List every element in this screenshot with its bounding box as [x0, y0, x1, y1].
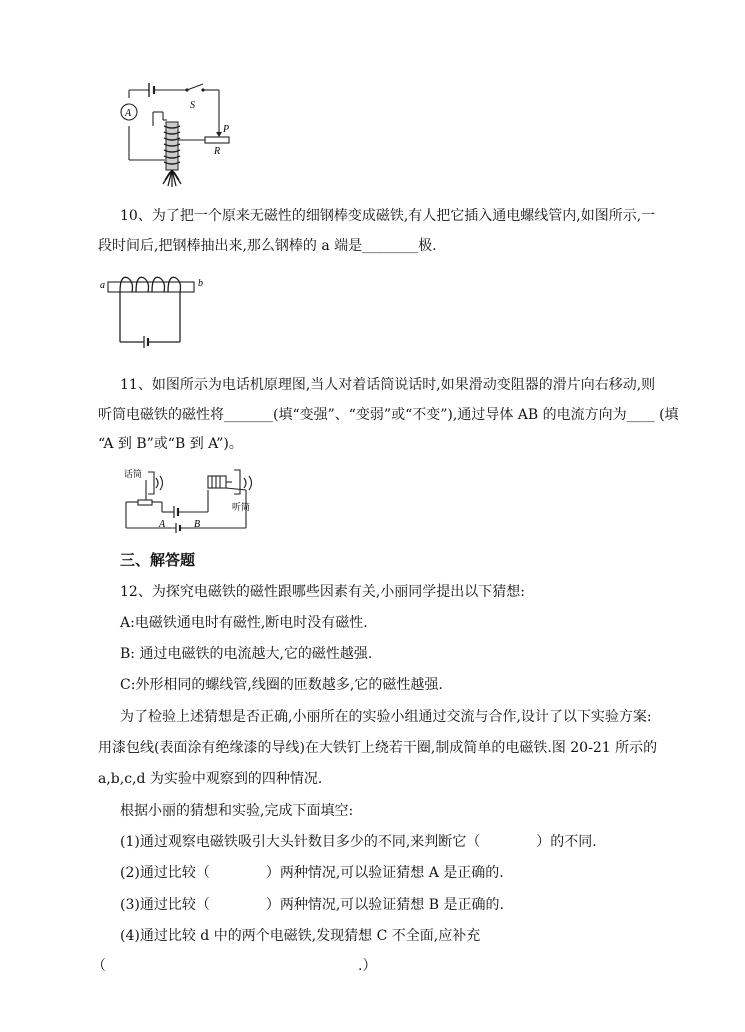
figure-electromagnet-circuit — [115, 80, 245, 190]
section-title: 三、解答题 — [120, 551, 196, 569]
q12-guess-a: A:电磁铁通电时有磁性,断电时没有磁性. — [120, 615, 368, 631]
q12-para1: 为了检验上述猜想是否正确,小丽所在的实验小组通过交流与合作,设计了以下实验方案: — [120, 709, 652, 725]
figure-telephone-circuit — [116, 466, 268, 538]
point-a-label: A — [159, 519, 166, 530]
rheostat-label: R — [214, 146, 221, 157]
q12-instruction: 根据小丽的猜想和实验,完成下面填空: — [120, 803, 354, 819]
q12-guess-b: B: 通过电磁铁的电流越大,它的磁性越强. — [120, 646, 373, 662]
q10-line1: 10、为了把一个原来无磁性的细钢棒变成磁铁,有人把它插入通电螺线管内,如图所示,一 — [120, 208, 656, 224]
q11-line1: 11、如图所示为电话机原理图,当人对着话筒说话时,如果滑动变阻器的滑片向右移动,则 — [120, 377, 656, 393]
q11-line3: “A 到 B”或“B 到 A”)。 — [98, 436, 243, 452]
q12-para3: a,b,c,d 为实验中观察到的四种情况. — [98, 771, 323, 787]
end-a-label: a — [100, 280, 105, 291]
receiver-label: 听筒 — [232, 503, 251, 513]
q11-line2: 听筒电磁铁的磁性将_______(填“变强”、“变弱”或“不变”),通过导体 AB 的电流方向为____ (填 — [98, 407, 679, 423]
q12-guess-c: C:外形相同的螺线管,线圈的匝数越多,它的磁性越强. — [120, 677, 443, 693]
figure-solenoid-rod — [98, 272, 218, 358]
point-b-label: B — [194, 519, 201, 530]
q12-item4: (4)通过比较 d 中的两个电磁铁,发现猜想 C 不全面,应补充 — [120, 928, 481, 944]
slider-label: P — [223, 124, 230, 135]
q12-intro: 12、为探究电磁铁的磁性跟哪些因素有关,小丽同学提出以下猜想: — [120, 584, 525, 600]
mic-label: 话筒 — [124, 470, 143, 480]
switch-label: S — [190, 100, 195, 111]
q12-item1: (1)通过观察电磁铁吸引大头针数目多少的不同,来判断它（ ）的不同. — [120, 834, 597, 850]
end-b-label: b — [198, 278, 203, 289]
q12-item3: (3)通过比较（ ）两种情况,可以验证猜想 B 是正确的. — [120, 897, 504, 913]
q12-item4-blank: （ .） — [92, 958, 377, 974]
ammeter-label: A — [125, 108, 132, 119]
q12-item2: (2)通过比较（ ）两种情况,可以验证猜想 A 是正确的. — [120, 865, 504, 881]
q10-line2: 段时间后,把钢棒抽出来,那么钢棒的 a 端是________极. — [98, 238, 437, 254]
q12-para2: 用漆包线(表面涂有绝缘漆的导线)在大铁钉上绕若干圈,制成简单的电磁铁.图 20-21 所示的 — [98, 740, 658, 756]
